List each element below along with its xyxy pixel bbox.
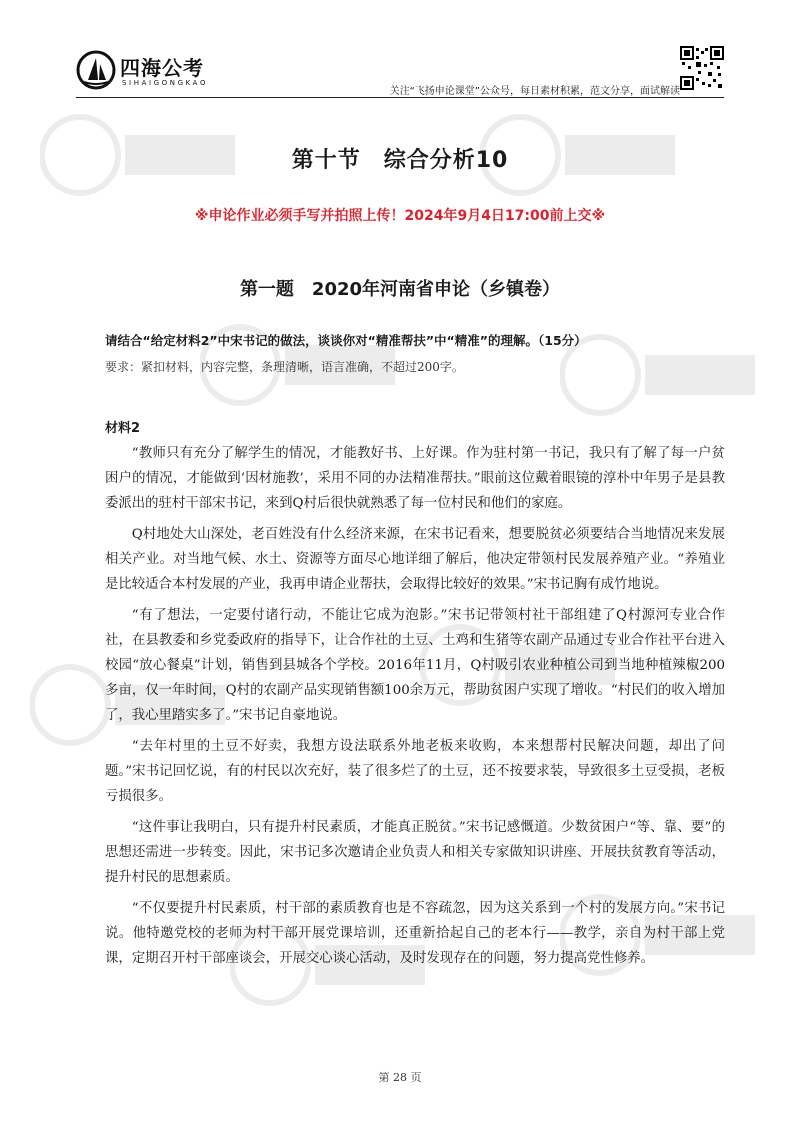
question-heading: 第一题 2020年河南省申论（乡镇卷） [239,279,561,300]
logo-subtitle: SIHAIGONGKAO [122,79,209,87]
material-paragraph: “有了想法，一定要付诸行动，不能让它成为泡影。”宋书记带领村社干部组建了Q村源河专业合作社，在县教委和乡党委政府的指导下，让合作社的土豆、土鸡和生猪等农副产品通过专业合作社平台进入校园“放心餐桌”计划，销售到县城各个学校。2016年11月，Q村吸引农业种植公司到当地种植辣椒200多亩，仅一年时间，Q村的农副产品实现销售额100余万元，帮助贫困户实现了增收。“村民们的收入增加了，我心里踏实多了。”宋书记自豪地说。 [105,608,725,723]
submission-notice: ※申论作业必须手写并拍照上传！2024年9月4日17:00前上交※ [194,208,606,224]
material-body [105,441,725,977]
brand-logo [76,50,276,94]
header-divider [76,97,724,98]
material-label: 材料2 [105,421,141,436]
sail-logo-icon [76,50,116,90]
section-title: 第十节 综合分析10 [291,148,509,173]
qr-code-icon [680,46,724,90]
material-paragraph: “这件事让我明白，只有提升村民素质，才能真正脱贫。”宋书记感慨道。少数贫困户“等、靠、要”的思想还需进一步转变。因此，宋书记多次邀请企业负责人和相关专家做知识讲座、开展扶贫教育等活动，提升村民的思想素质。 [105,820,725,885]
material-paragraph: “教师只有充分了解学生的情况，才能教好书、上好课。作为驻村第一书记，我只有了解了每一户贫困户的情况，才能做到‘因材施教’，采用不同的办法精准帮扶。”眼前这位戴着眼镜的淳朴中年男子是县教委派出的驻村干部宋书记，来到Q村后很快就熟悉了每一位村民和他们的家庭。 [105,446,725,511]
header-slogan: 关注“飞扬申论课堂”公众号，每日素材积累，范文分享，面试解读 [389,86,680,97]
material-paragraph: “不仅要提升村民素质，村干部的素质教育也是不容疏忽，因为这关系到一个村的发展方向。”宋书记说。他特邀党校的老师为村干部开展党课培训，还重新拾起自己的老本行——教学，亲自为村干部上党课，定期召开村干部座谈会，开展交心谈心活动，及时发现存在的问题，努力提高党性修养。 [105,901,725,966]
page-header [0,0,800,100]
answer-requirements: 要求：紧扣材料，内容完整，条理清晰，语言准确，不超过200字。 [105,360,464,374]
page-number: 第 28 页 [378,1071,422,1084]
material-paragraph: “去年村里的土豆不好卖，我想方设法联系外地老板来收购，本来想帮村民解决问题，却出了问题。”宋书记回忆说，有的村民以次充好，装了很多烂了的土豆，还不按要求装，导致很多土豆受损，老板亏损很多。 [105,739,725,804]
question-prompt: 请结合“给定材料2”中宋书记的做法，谈谈你对“精准帮扶”中“精准”的理解。（15分） [105,333,587,348]
material-paragraph: Q村地处大山深处，老百姓没有什么经济来源，在宋书记看来，想要脱贫必须要结合当地情况来发展相关产业。对当地气候、水土、资源等方面尽心地详细了解后，他决定带领村民发展养殖产业。“养殖业是比较适合本村发展的产业，我再申请企业帮扶，会取得比较好的效果。”宋书记胸有成竹地说。 [105,527,725,592]
logo-name: 四海公考 [120,56,204,80]
